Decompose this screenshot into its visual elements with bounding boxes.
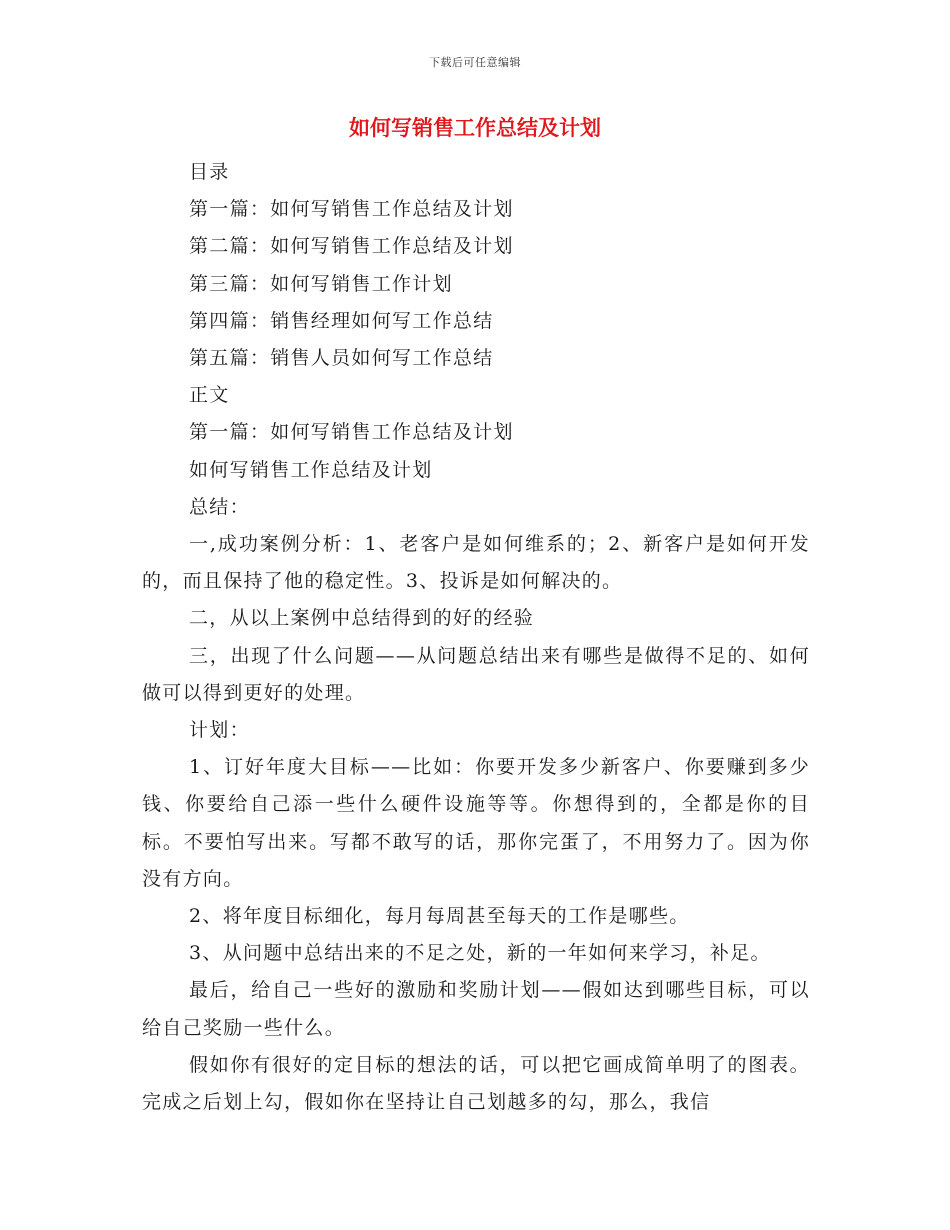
plan-paragraph-3: 3、从问题中总结出来的不足之处，新的一年如何来学习，补足。 bbox=[189, 942, 771, 965]
plan-paragraph-2: 2、将年度目标细化，每月每周甚至每天的工作是哪些。 bbox=[189, 905, 690, 928]
summary-paragraph-1: 一,成功案例分析：1、老客户是如何维系的；2、新客户是如何开发的，而且保持了他的稳定性。3、投诉是如何解决的。 bbox=[142, 533, 810, 593]
toc-item: 第二篇：如何写销售工作总结及计划 bbox=[189, 235, 514, 258]
part-title: 如何写销售工作总结及计划 bbox=[189, 458, 433, 481]
plan-paragraph-1: 1、订好年度大目标——比如：你要开发多少新客户、你要赚到多少钱、你要给自己添一些什么硬件设施等等。你想得到的，全都是你的目标。不要怕写出来。写都不敢写的话，那你完蛋了，不用努力了。因为你没有方向。 bbox=[142, 756, 810, 890]
toc-item: 第四篇：销售经理如何写工作总结 bbox=[189, 309, 494, 332]
closing-paragraph: 假如你有很好的定目标的想法的话，可以把它画成简单明了的图表。完成之后划上勾，假如你在坚持让自己划越多的勾，那么，我信 bbox=[142, 1053, 810, 1114]
summary-paragraph-3: 三，出现了什么问题——从问题总结出来有哪些是做得不足的、如何做可以得到更好的处理。 bbox=[142, 644, 810, 704]
part-heading: 第一篇：如何写销售工作总结及计划 bbox=[189, 421, 514, 444]
finally-paragraph: 最后，给自己一些好的激励和奖励计划——假如达到哪些目标，可以给自己奖励一些什么。 bbox=[142, 979, 810, 1039]
toc-item: 第三篇：如何写销售工作计划 bbox=[189, 272, 453, 295]
document-title: 如何写销售工作总结及计划 bbox=[349, 115, 601, 140]
plan-label: 计划： bbox=[189, 719, 250, 742]
summary-paragraph-2: 二，从以上案例中总结得到的好的经验 bbox=[189, 607, 535, 630]
toc-item: 第五篇：销售人员如何写工作总结 bbox=[189, 347, 494, 370]
page-header-note: 下载后可任意编辑 bbox=[429, 56, 521, 69]
toc-item: 第一篇：如何写销售工作总结及计划 bbox=[189, 198, 514, 221]
toc-heading: 目录 bbox=[189, 161, 230, 183]
document-body bbox=[142, 154, 810, 1121]
summary-label: 总结： bbox=[189, 495, 250, 518]
body-heading: 正文 bbox=[189, 384, 230, 407]
